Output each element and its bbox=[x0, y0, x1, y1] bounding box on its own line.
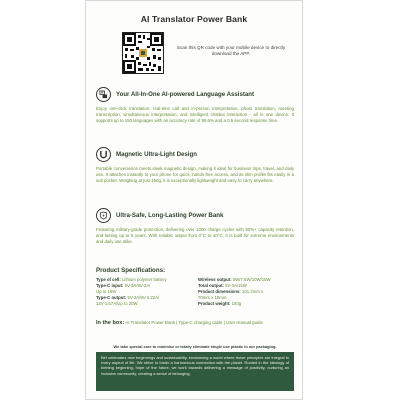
qr-instruction: Scan this QR code with your mobile device to directly download the APP. bbox=[176, 45, 286, 56]
feature-title: Ultra-Safe, Long-Lasting Power Bank bbox=[116, 212, 224, 219]
spec-row: Type-C input: 5V-3A/9V-2A/ bbox=[96, 282, 151, 288]
product-leaflet bbox=[85, 0, 303, 400]
page-title: AI Translator Power Bank bbox=[140, 14, 248, 24]
translate-icon bbox=[96, 87, 111, 102]
spec-row: Type of cell: Lithium polymer battery bbox=[96, 277, 167, 282]
spec-column-right bbox=[198, 277, 296, 307]
feature-magnetic-design bbox=[96, 147, 294, 185]
in-the-box-contents: AI Translator Power Bank | Type-C charging cable | User manual guide bbox=[125, 320, 263, 325]
in-the-box-label: In the box: bbox=[96, 320, 125, 326]
brand-statement: Birf celebrates new beginnings and sustainability, envisioning a world where these principles are integral to every aspect of life. We strive to foster a harmonious connection with the planet. Rooted in the ideology of birthing beginning, hope of the future, we work towards delivering a message of positivity, nurturing an inclusive community, creating a sense of belonging. bbox=[96, 352, 294, 391]
qr-section bbox=[122, 32, 292, 76]
spec-row: 70mm x 10mm bbox=[198, 294, 227, 300]
feature-title: Magnetic Ultra-Light Design bbox=[116, 151, 197, 158]
in-the-box bbox=[96, 320, 294, 326]
feature-description: Enjoy one-click translation, real-time call and in-person interpretation, photo translation, meeting transcription, simultaneous interpretation, and intelligent chatbot interaction - all in one device. It supports up to 150 languages with an accuracy rate of 98.6% and a 0.5 second response time. bbox=[96, 106, 294, 124]
specifications-heading: Product Specifications: bbox=[96, 267, 166, 274]
spec-row: Wireless output: 5W/7.5W/10W/15W bbox=[198, 277, 271, 282]
feature-title: Your All-In-One AI-powered Language Assistant bbox=[116, 91, 255, 98]
qr-code-icon bbox=[122, 32, 164, 74]
packaging-note: We take special care to minimise or totally eliminate single use plastic in our packaging. bbox=[113, 344, 277, 349]
spec-row: Up to 18W bbox=[96, 288, 117, 294]
spec-row: Type-C output: 5V-3A/9V-2.22A/ bbox=[96, 294, 160, 300]
spec-row: Product dimensions: 101.2mm x bbox=[198, 288, 264, 294]
spec-row: Total output: 5V-3A/15W bbox=[198, 282, 247, 288]
battery-shield-icon bbox=[96, 208, 111, 223]
feature-language-assistant bbox=[96, 87, 294, 125]
feature-description: Featuring military-grade protection, delivering over 1000 charge cycles with 80%+ capacity retention, and lasting up to 5 years. With reliable output from 0°C to 40°C, it is built for extreme environments and daily use alike. bbox=[96, 227, 294, 245]
magnet-icon bbox=[96, 147, 111, 162]
spec-column-left bbox=[96, 277, 192, 307]
feature-description: Portable convenience meets sleek magnetic design, making it ideal for business trips, travel, and daily use. It attaches instantly to your phone for quick, hands-free access, and its slim profile fits easily in a suit pocket. Weighing at just 150g, it is exceptionally lightweight and easy to carry anywhere. bbox=[96, 166, 294, 184]
spec-row: 12V-1.67A/Up to 20W bbox=[96, 300, 138, 306]
feature-safe-power-bank bbox=[96, 208, 294, 246]
spec-row: Product weight: 150g bbox=[198, 300, 242, 306]
